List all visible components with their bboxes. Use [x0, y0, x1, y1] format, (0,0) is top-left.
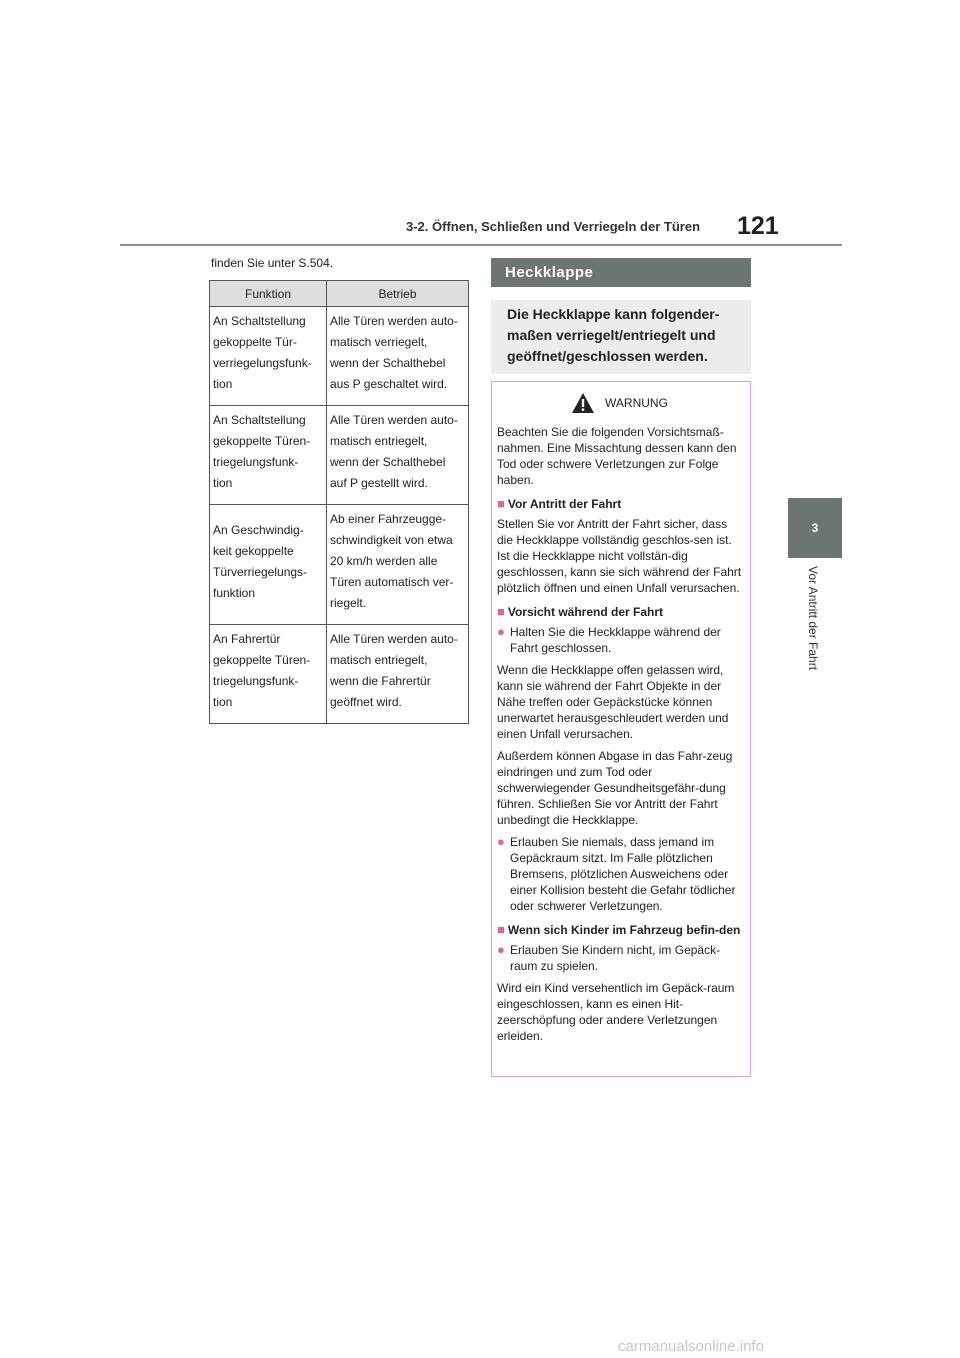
circle-bullet-icon: ● [497, 942, 505, 957]
chapter-tab [788, 498, 842, 558]
function-table [209, 280, 469, 724]
header-divider [120, 244, 842, 246]
paragraph: Stellen Sie vor Antritt der Fahrt sicher, dass die Heckklappe vollständig geschlos-sen ist. Ist die Heckklappe nicht vollstän-dig geschlossen, kann sie sich während der Fahrt plötzlich öffnen und einen Unfall verursachen. [497, 517, 742, 595]
warning-intro: Beachten Sie die folgenden Vorsichtsmaß-nahmen. Eine Missachtung dessen kann den Tod oder schwere Verletzungen zur Folge haben. [497, 425, 737, 487]
table-row [210, 406, 469, 505]
warning-triangle-icon [571, 392, 595, 414]
operation-cell: Ab einer Fahrzeugge- schwindigkeit von etwa 20 km/h werden alle Türen automatisch ver- riegelt. [327, 505, 469, 625]
bullet-item: ● Erlauben Sie Kindern nicht, im Gepäck-raum zu spielen. [497, 942, 721, 973]
chapter-number: 3 [811, 521, 819, 535]
intro-text: finden Sie unter S.504. [211, 256, 334, 270]
column-header-betrieb: Betrieb [327, 281, 469, 307]
square-bullet-icon: ■ [497, 496, 505, 511]
subheading: ■ Vor Antritt der Fahrt [497, 496, 622, 511]
table-row [210, 505, 469, 625]
section-intro: Die Heckklappe kann folgender- maßen verriegelt/entriegelt und geöffnet/geschlossen werden. [491, 300, 751, 374]
function-cell: An Schaltstellung gekoppelte Türen- triegelungsfunk- tion [210, 406, 327, 505]
chapter-label: Vor Antritt der Fahrt [806, 566, 820, 671]
watermark: carmanualsonline.info [618, 1338, 764, 1355]
section-title: Heckklappe [491, 258, 751, 287]
paragraph: Wenn die Heckklappe offen gelassen wird, kann sie während der Fahrt Objekte in der Nähe treffen oder Gepäckstücke können unerwartet herausgeschleudert werden und einen Unfall verursachen. [497, 663, 729, 741]
warning-box [491, 381, 751, 1077]
operation-cell: Alle Türen werden auto- matisch verriegelt, wenn der Schalthebel aus P geschaltet wird. [327, 307, 469, 406]
table-row [210, 307, 469, 406]
operation-cell: Alle Türen werden auto- matisch entriegelt, wenn die Fahrertür geöffnet wird. [327, 625, 469, 724]
column-header-funktion: Funktion [210, 281, 327, 307]
circle-bullet-icon: ● [497, 624, 505, 639]
square-bullet-icon: ■ [497, 604, 505, 619]
function-cell: An Geschwindig- keit gekoppelte Türverriegelungs- funktion [210, 505, 327, 625]
table-row [210, 625, 469, 724]
paragraph: Wird ein Kind versehentlich im Gepäck-raum eingeschlossen, kann es einen Hit-zeerschöpfung oder andere Verletzungen erleiden. [497, 981, 735, 1043]
page-number: 121 [737, 212, 779, 240]
function-cell: An Fahrertür gekoppelte Türen- triegelungsfunk- tion [210, 625, 327, 724]
bullet-item: ● Halten Sie die Heckklappe während der Fahrt geschlossen. [497, 624, 721, 655]
running-header: 3-2. Öffnen, Schließen und Verriegeln der Türen [406, 219, 701, 234]
square-bullet-icon: ■ [497, 922, 505, 937]
bullet-item: ● Erlauben Sie niemals, dass jemand im Gepäckraum sitzt. Im Falle plötzlichen Bremsens, plötzlichen Ausweichens oder einer Kollision besteht die Gefahr tödlicher oder schwerer Verletzungen. [497, 834, 736, 913]
subheading: ■ Vorsicht während der Fahrt [497, 604, 663, 619]
warning-header [497, 382, 742, 424]
subheading: ■ Wenn sich Kinder im Fahrzeug befin-den [497, 922, 741, 937]
warning-label: WARNUNG [605, 396, 668, 410]
circle-bullet-icon: ● [497, 834, 505, 849]
table-header-row [210, 281, 469, 307]
function-cell: An Schaltstellung gekoppelte Tür- verriegelungsfunk- tion [210, 307, 327, 406]
operation-cell: Alle Türen werden auto- matisch entriegelt, wenn der Schalthebel auf P gestellt wird. [327, 406, 469, 505]
paragraph: Außerdem können Abgase in das Fahr-zeug eindringen und zum Tod oder schwerwiegender Gesundheitsgefähr-dung führen. Schließen Sie vor Antritt der Fahrt unbedingt die Heckklappe. [497, 749, 733, 827]
